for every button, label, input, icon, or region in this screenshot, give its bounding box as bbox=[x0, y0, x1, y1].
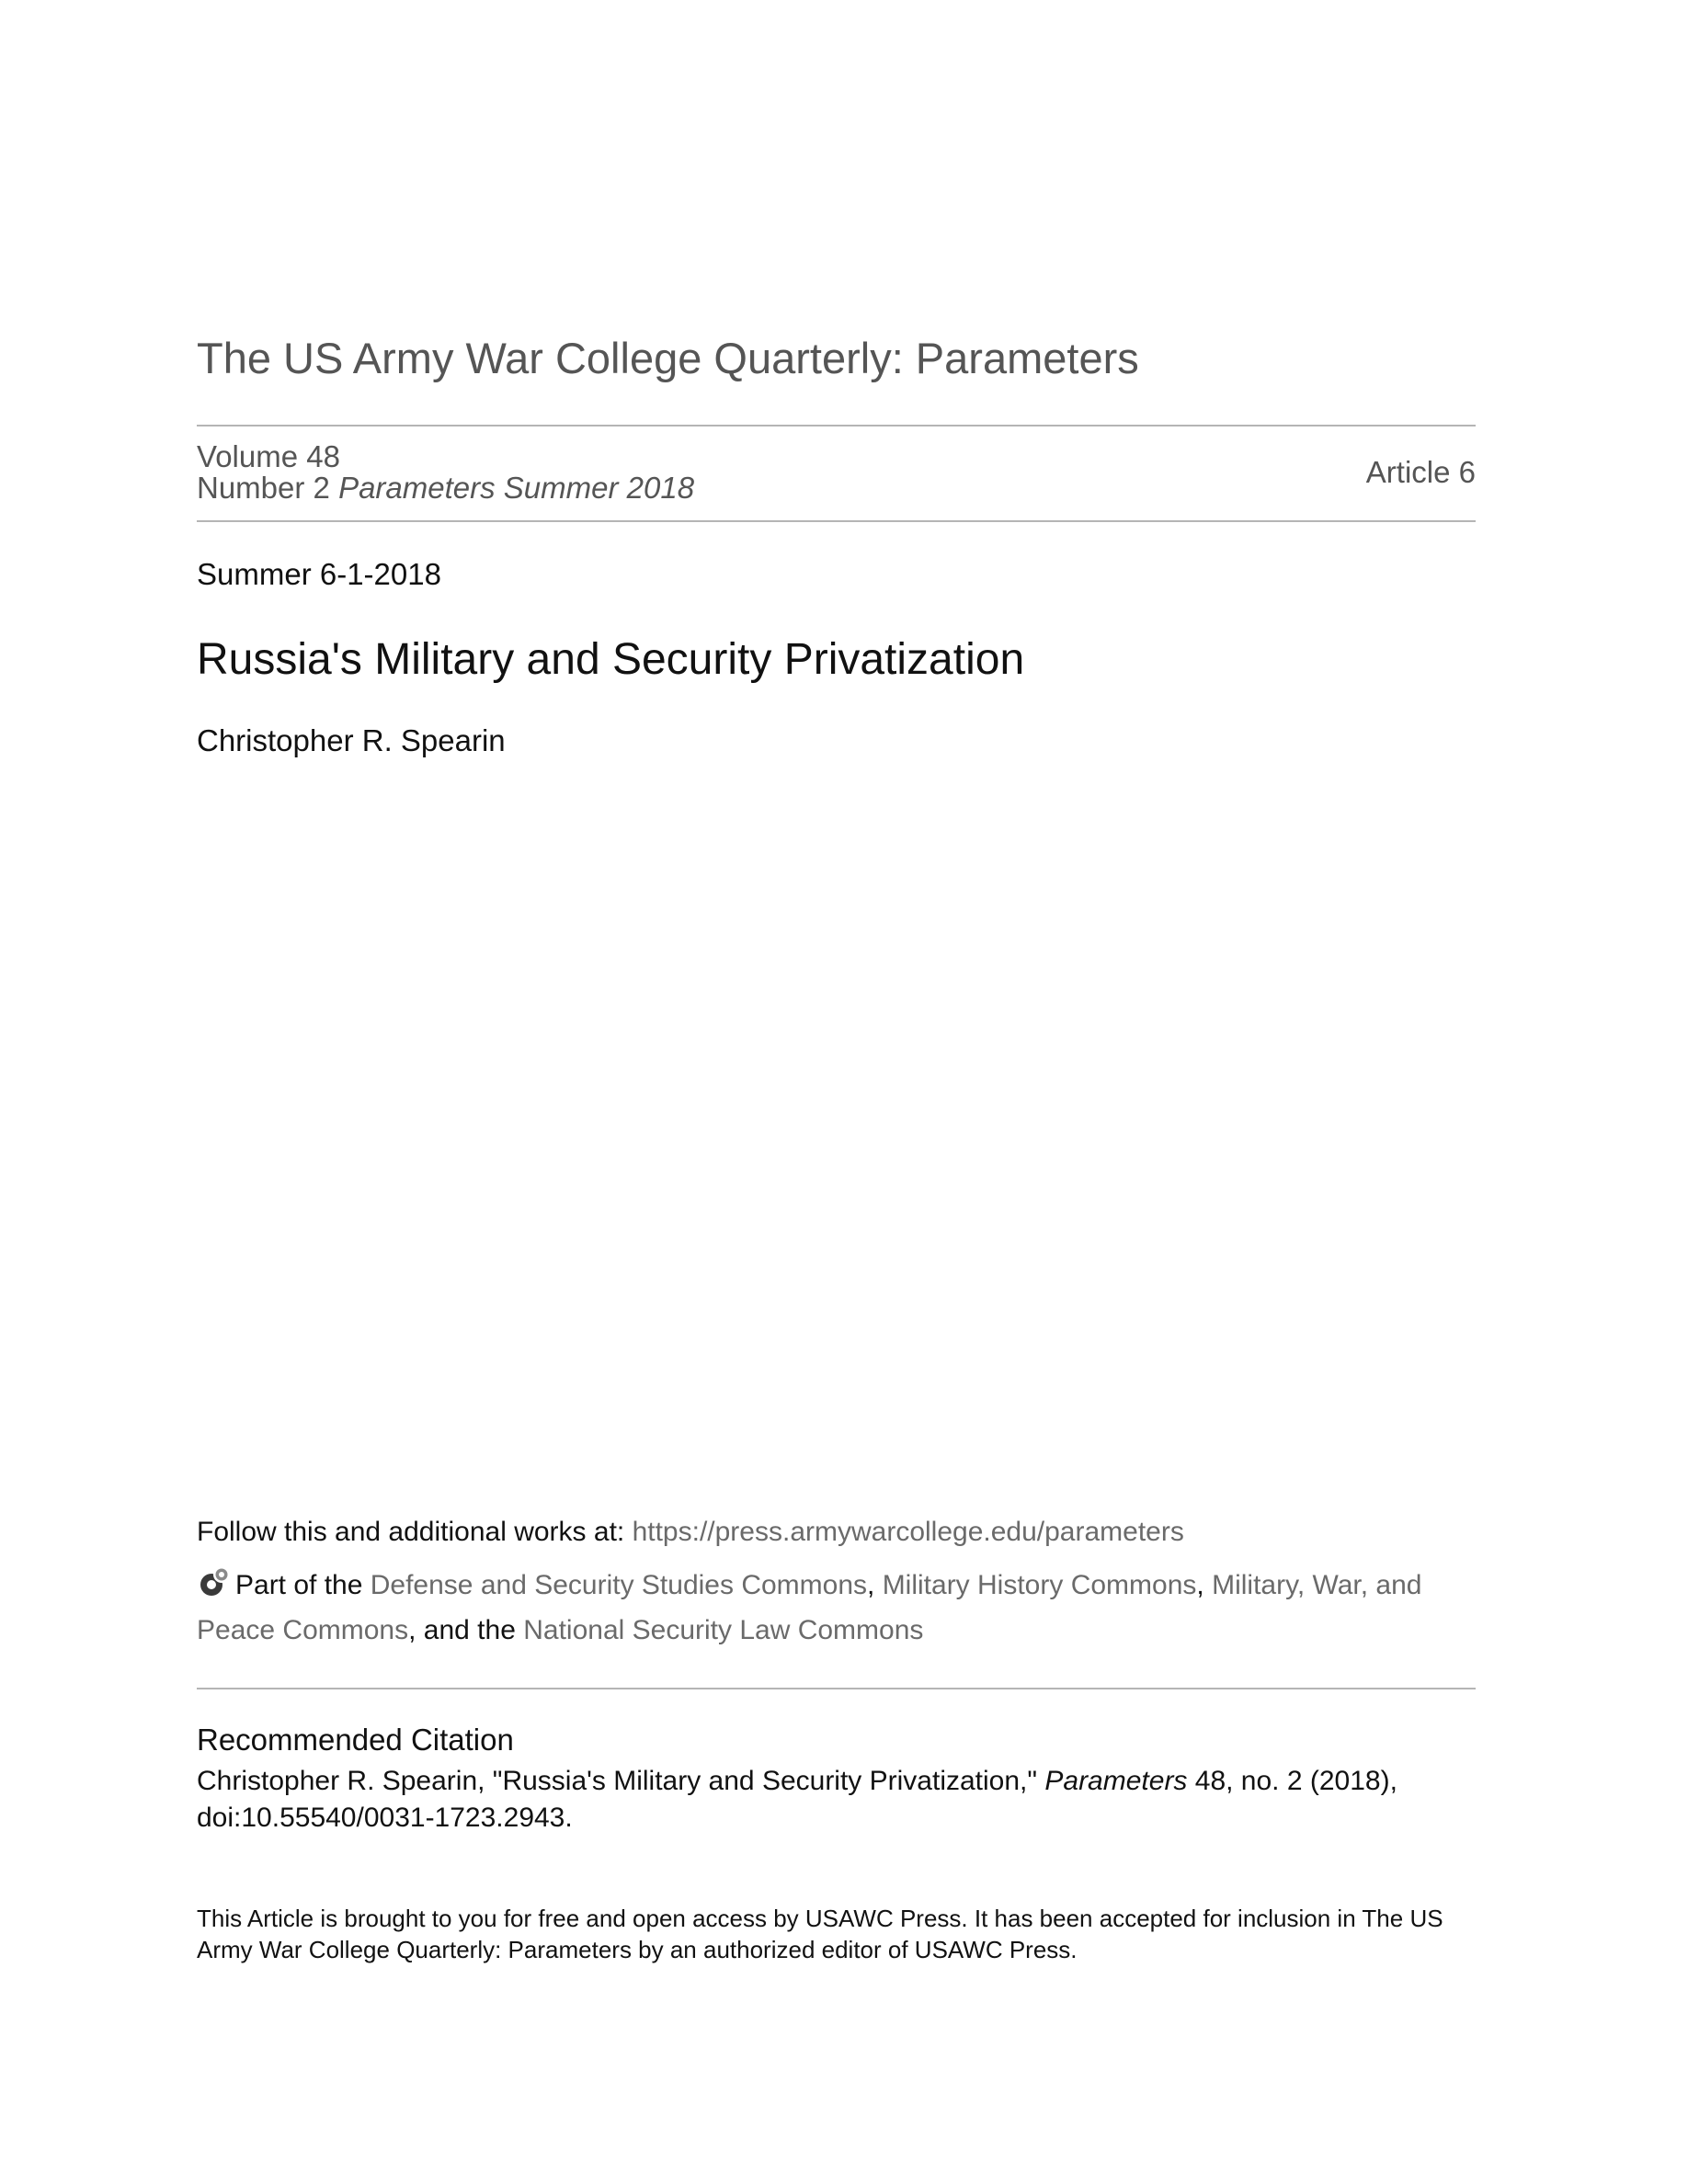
author-name[interactable]: Christopher R. Spearin bbox=[197, 723, 506, 757]
part-of-prefix: Part of the bbox=[235, 1570, 371, 1600]
commons-link-military-history[interactable]: Military History Commons bbox=[882, 1570, 1197, 1600]
citation-heading: Recommended Citation bbox=[197, 1723, 514, 1757]
volume-block bbox=[197, 441, 694, 504]
commons-link-military-war-peace[interactable]: Military, War, and Peace Commons bbox=[197, 1570, 1422, 1645]
citation-before: Christopher R. Spearin, "Russia's Military and Security Privatization," bbox=[197, 1766, 1045, 1796]
commons-link-national-security-law[interactable]: National Security Law Commons bbox=[523, 1615, 924, 1645]
and-the-text: , and the bbox=[408, 1615, 524, 1645]
article-title[interactable]: Russia's Military and Security Privatization bbox=[197, 635, 1025, 684]
publication-date: Summer 6-1-2018 bbox=[197, 557, 441, 591]
follow-prefix: Follow this and additional works at: bbox=[197, 1517, 633, 1547]
commons-icon bbox=[197, 1564, 232, 1599]
number-label: Number 2 bbox=[197, 471, 330, 505]
citation-after: 48, no. 2 (2018), doi:10.55540/0031-1723.2943. bbox=[197, 1766, 1397, 1833]
journal-title: The US Army War College Quarterly: Parameters bbox=[197, 334, 1139, 382]
follow-line bbox=[197, 1517, 1184, 1548]
article-number: Article 6 bbox=[1365, 455, 1476, 489]
access-statement: This Article is brought to you for free and open access by USAWC Press. It has been accepted for inclusion in The US Army War College Quarterly: Parameters by an authorized editor of USAWC Press. bbox=[197, 1905, 1443, 1963]
separator: , bbox=[1196, 1570, 1213, 1600]
divider-middle bbox=[197, 520, 1476, 522]
part-of-commons bbox=[197, 1563, 1484, 1653]
volume-label: Volume 48 bbox=[197, 439, 340, 473]
issue-name-link[interactable]: Parameters Summer 2018 bbox=[338, 471, 695, 505]
divider-bottom bbox=[197, 1688, 1476, 1689]
citation-journal: Parameters bbox=[1044, 1766, 1188, 1796]
number-line bbox=[197, 472, 694, 504]
commons-link-defense[interactable]: Defense and Security Studies Commons bbox=[370, 1570, 868, 1600]
separator: , bbox=[867, 1570, 883, 1600]
citation-text bbox=[197, 1763, 1484, 1837]
collection-url-link[interactable]: https://press.armywarcollege.edu/parameters bbox=[632, 1517, 1184, 1547]
divider-top bbox=[197, 425, 1476, 427]
